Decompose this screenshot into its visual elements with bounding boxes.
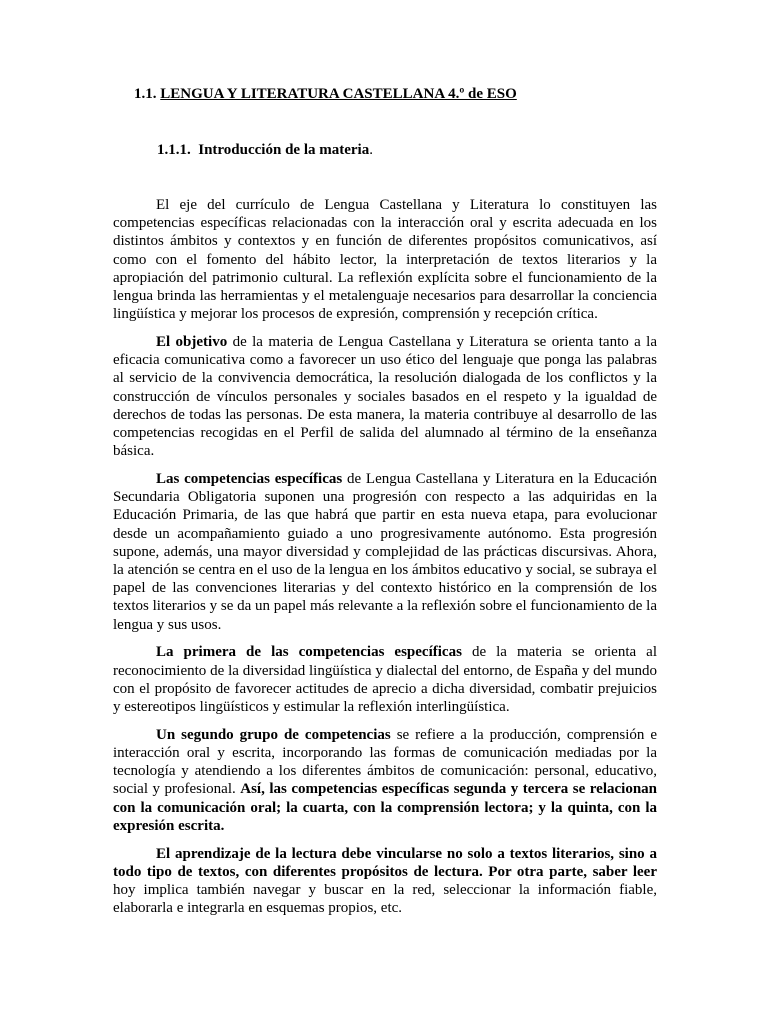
subsection-heading	[157, 142, 373, 159]
paragraph-bold-lead: La primera de las competencias específicas	[156, 644, 462, 661]
paragraph-bold-lead: El objetivo	[156, 334, 228, 351]
paragraph-text: de la materia de Lengua Castellana y Literatura se orienta tanto a la eficacia comunicativa como a favorecer un uso ético del lenguaje que ponga las palabras al servicio de la convivencia democrática, la resolución dialogada de los conflictos y la construcción de vínculos personales y sociales basados en el respeto y la igualdad de derechos de todas las personas. De esta manera, la materia contribuye al desarrollo de las competencias recogidas en el Perfil de salida del alumnado al término de la enseñanza básica.	[113, 334, 657, 460]
paragraph-reading	[113, 845, 657, 918]
section-number: 1.1.	[134, 86, 157, 102]
paragraph-text: de la materia se orienta al reconocimiento de la diversidad lingüística y dialectal del entorno, de España y del mundo con el propósito de favorecer actitudes de aprecio a dicha diversidad, combatir prejuicios y estereotipos lingüísticos y estimular la reflexión interlingüística.	[113, 644, 658, 716]
paragraph-intro	[113, 196, 657, 323]
section-heading	[134, 86, 517, 103]
paragraph-text: se refiere a la producción, comprensión e interacción oral y escrita, incorporando las formas de comunicación mediadas por la tecnología y atendiendo a los diferentes ámbitos de comunicación: personal, educativo, social y profesional.	[113, 726, 657, 798]
paragraph-text: de Lengua Castellana y Literatura en la Educación Secundaria Obligatoria suponen una progresión con respecto a las adquiridas en la Educación Primaria, de las que habrá que partir en esta nueva etapa, para evolucionar desde un acompañamiento guiado a uno progresivamente autónomo. Esta progresión supone, además, una mayor diversidad y complejidad de las prácticas discursivas. Ahora, la atención se centra en el uso de la lengua en los ámbitos educativo y social, se subraya el papel de las convenciones literarias y del contexto histórico en la comprensión de los textos literarios y se da un papel más relevante a la reflexión sobre el funcionamiento de la lengua y sus usos.	[113, 471, 657, 633]
subsection-title: Introducción de la materia	[198, 142, 370, 158]
paragraph-text: hoy implica también navegar y buscar en la red, seleccionar la información fiable, elaborarla e integrarla en esquemas propios, etc.	[113, 882, 657, 917]
paragraph-specific-competences	[113, 470, 657, 634]
paragraph-text: El eje del currículo de Lengua Castellana y Literatura lo constituyen las competencias específicas relacionadas con la interacción oral y escrita adecuada en los distintos ámbitos y contextos y en función de diferentes propósitos comunicativos, así como con el fomento del hábito lector, la interpretación de textos literarios y la apropiación del patrimonio cultural. La reflexión explícita sobre el funcionamiento de la lengua brinda las herramientas y el metalenguaje necesarios para desarrollar la conciencia lingüística y mejorar los procesos de expresión, comprensión y recepción crítica.	[113, 197, 657, 323]
paragraph-bold-lead: Un segundo grupo de competencias	[156, 726, 391, 743]
paragraph-second-group	[113, 726, 657, 835]
section-title: LENGUA Y LITERATURA CASTELLANA 4.º de ESO	[160, 86, 517, 102]
paragraph-bold-lead: Las competencias específicas	[156, 471, 343, 488]
paragraph-objective	[113, 333, 657, 460]
paragraph-bold-lead: El aprendizaje de la lectura debe vincularse no solo a textos literarios, sino a todo tipo de textos, con diferentes propósitos de lectura. Por otra parte, saber leer	[113, 845, 657, 880]
paragraph-bold-tail: Así, las competencias específicas segunda y tercera se relacionan con la comunicación oral; la cuarta, con la comprensión lectora; y la quinta, con la expresión escrita.	[113, 781, 658, 834]
subsection-number: 1.1.1.	[157, 142, 191, 158]
body-text	[113, 196, 657, 917]
paragraph-first-competence	[113, 643, 657, 716]
subsection-period: .	[369, 142, 373, 158]
